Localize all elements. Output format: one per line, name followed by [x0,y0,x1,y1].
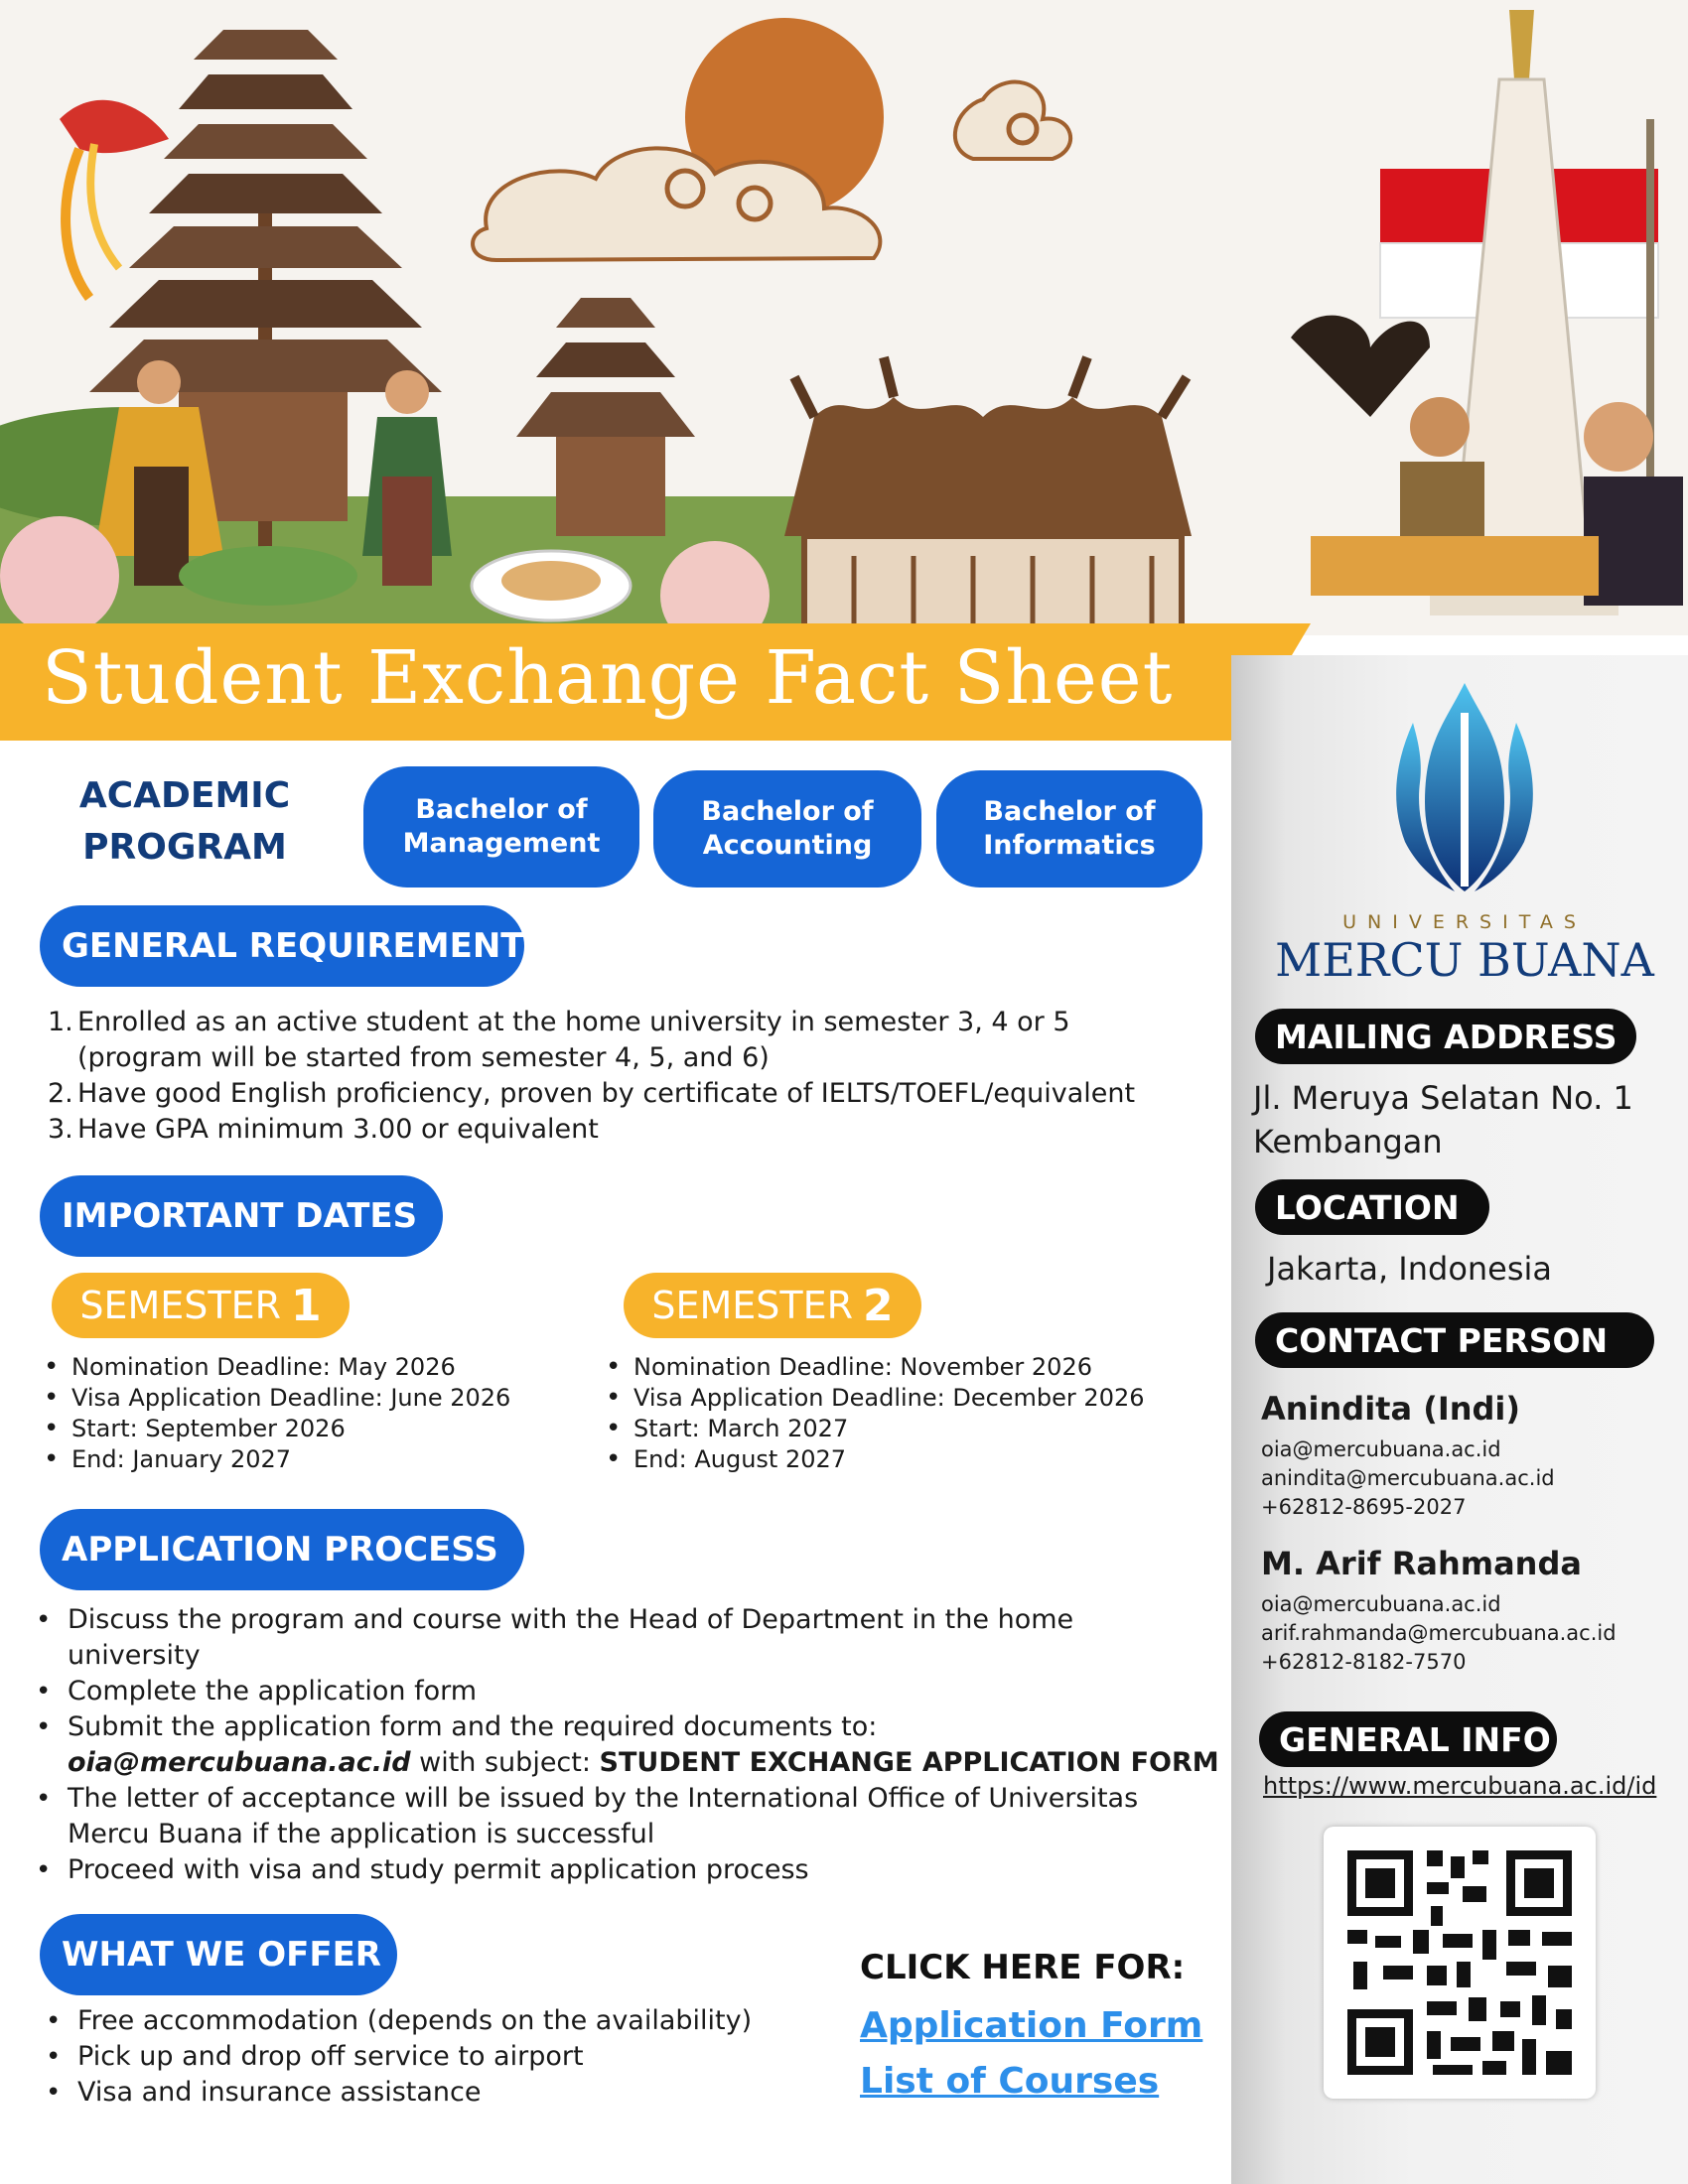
qr-code-icon[interactable] [1324,1827,1596,2099]
list-item: • Visa and insurance assistance [36,2075,830,2111]
list-of-courses-link[interactable]: List of Courses [860,2061,1160,2102]
what-we-offer-heading: WHAT WE OFFER [40,1914,397,1995]
contact-name: M. Arif Rahmanda [1261,1545,1582,1582]
mailing-address-line2: Kembangan [1253,1123,1443,1160]
website-link[interactable]: https://www.mercubuana.ac.id/id [1263,1772,1657,1800]
page-title: Student Exchange Fact Sheet [42,635,1174,721]
list-item: • Discuss the program and course with the Head of Department in the home university [26,1602,1227,1674]
list-item: • Complete the application form [26,1674,1227,1709]
location-heading: LOCATION [1255,1179,1489,1235]
contact-email[interactable]: oia@mercubuana.ac.id [1261,1437,1501,1461]
list-item: • The letter of acceptance will be issued by the International Office of Universitas Mercu Buana if the application is successful [26,1781,1227,1852]
click-here-label: CLICK HERE FOR: [860,1948,1186,1987]
university-name: MERCU BUANA [1275,933,1654,987]
list-item: • End: August 2027 [600,1444,1225,1475]
semester-2-dates [600,1352,1225,1475]
gadang-house [784,357,1192,635]
university-label: UNIVERSITAS [1342,911,1587,933]
program-informatics-badge: Bachelor of Informatics [936,770,1202,887]
location-text: Jakarta, Indonesia [1267,1250,1553,1288]
list-item: • Nomination Deadline: November 2026 [600,1352,1225,1383]
list-item: • Pick up and drop off service to airport [36,2039,830,2075]
what-we-offer-list [36,2003,830,2111]
important-dates-heading: IMPORTANT DATES [40,1175,443,1257]
email-link[interactable]: oia@mercubuana.ac.id [68,1747,411,1778]
list-item: 2. Have good English proficiency, proven by certificate of IELTS/TOEFL/equivalent [48,1078,1136,1109]
application-process-list [26,1602,1227,1888]
contact-phone: +62812-8695-2027 [1261,1495,1467,1519]
mailing-address-line1: Jl. Meruya Selatan No. 1 [1253,1079,1633,1117]
list-item: • Free accommodation (depends on the availability) [36,2003,830,2039]
general-requirement-heading: GENERAL REQUIREMENT [40,905,524,987]
semester-1-badge: SEMESTER 1 [52,1273,350,1338]
contact-phone: +62812-8182-7570 [1261,1650,1467,1674]
general-requirement-list [50,1005,1221,1148]
list-item: 1. Enrolled as an active student at the home university in semester 3, 4 or 5 (program will be started from semester 4, 5, and 6) [48,1007,1070,1073]
indonesia-culture-illustration [0,0,1688,635]
university-logo-icon [1385,683,1544,895]
list-item: • Proceed with visa and study permit application process [26,1852,1227,1888]
semester-2-badge: SEMESTER 2 [624,1273,921,1338]
contact-email[interactable]: anindita@mercubuana.ac.id [1261,1466,1555,1490]
general-info-heading: GENERAL INFO [1259,1711,1557,1767]
list-item: • End: January 2027 [38,1444,594,1475]
list-item: • Start: September 2026 [38,1414,594,1444]
academic-program-heading: ACADEMIC PROGRAM [78,775,291,869]
program-accounting-badge: Bachelor of Accounting [653,770,921,887]
list-item: • Visa Application Deadline: December 2026 [600,1383,1225,1414]
contact-person-heading: CONTACT PERSON [1255,1312,1654,1368]
program-management-badge: Bachelor of Management [363,766,639,887]
list-item: • Start: March 2027 [600,1414,1225,1444]
application-process-heading: APPLICATION PROCESS [40,1509,524,1590]
semester-1-dates [38,1352,594,1475]
contact-email[interactable]: arif.rahmanda@mercubuana.ac.id [1261,1621,1617,1645]
header-illustration [0,0,1688,635]
contact-email[interactable]: oia@mercubuana.ac.id [1261,1592,1501,1616]
application-form-link[interactable]: Application Form [860,2005,1203,2046]
mailing-address-heading: MAILING ADDRESS [1255,1009,1636,1064]
list-item: • Visa Application Deadline: June 2026 [38,1383,594,1414]
contact-name: Anindita (Indi) [1261,1390,1521,1428]
bird-of-paradise [60,100,169,298]
list-item: 3. Have GPA minimum 3.00 or equivalent [48,1114,599,1145]
list-item: • Submit the application form and the required documents to: oia@mercubuana.ac.id with subject: STUDENT EXCHANGE APPLICATION FORM [26,1709,1227,1781]
list-item: • Nomination Deadline: May 2026 [38,1352,594,1383]
